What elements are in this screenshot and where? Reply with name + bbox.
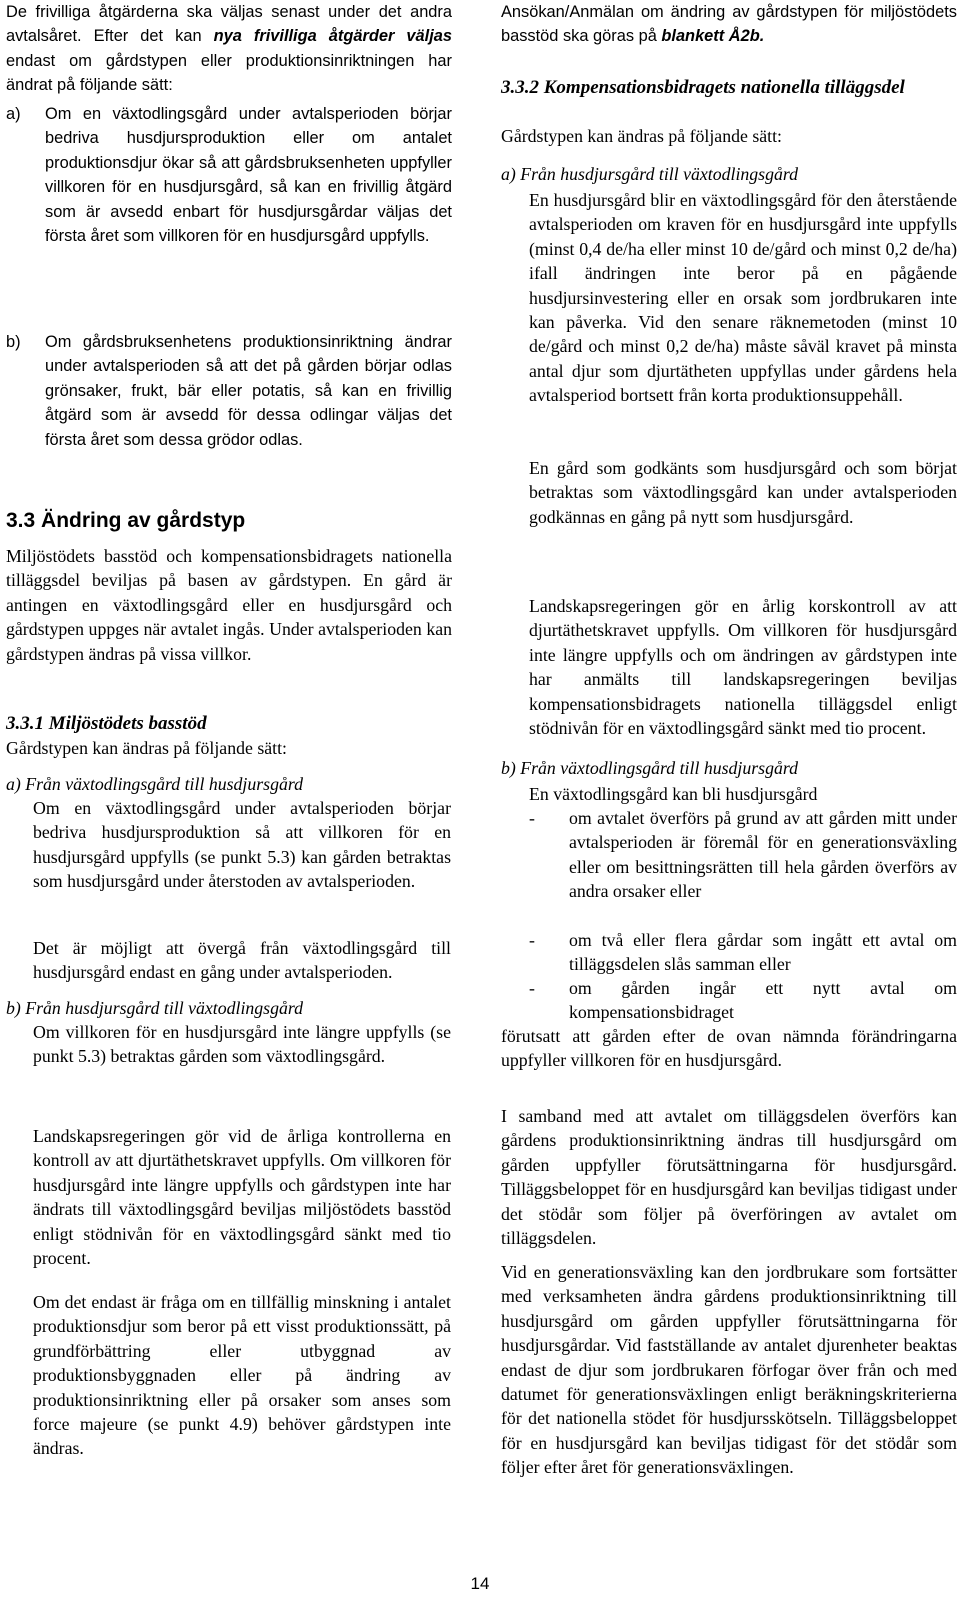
heading-3-3-2: 3.3.2 Kompensationsbidragets nationella tilläggsdel xyxy=(501,77,905,98)
paragraph-sub-b-after: förutsatt att gården efter de ovan nämnda förändringarna uppfyller villkoren för en husdjursgård. xyxy=(501,1026,957,1071)
subheading-b: b) Från växtodlingsgård till husdjursgård xyxy=(501,758,799,778)
paragraph-3-3-2: Gårdstypen kan ändras på följande sätt: xyxy=(501,126,782,146)
paragraph-sub-b-3: Om det endast är fråga om en tillfällig minskning i antalet produktionsdjur som beror på ett visst produktionssätt, på grundförbättring eller utbyggnad av produktionsbyggnaden eller på ändring av produktionsinriktning eller på orsaker som anses som force majeure (se punkt 4.9) behöver gårdstypen inte ändras. xyxy=(33,1292,451,1459)
dash-marker: - xyxy=(529,930,535,950)
paragraph-sub-a-1: En husdjursgård blir en växtodlingsgård för den återstående avtalsperioden om kraven för en husdjursgård inte uppfylls (minst 0,4 de/ha eller minst 10 de/gård och minst 0,2 de/ha) ifall ändringen inte beror på en pågående husdjursinvestering eller en orsak som jordbrukaren inte kan påverka. Vid den senare räknemetoden (minst 10 de/gård och minst 0,2 de/ha) måste såväl kravet på minsta antal djur som djurtätheten uppfyllas under gårdens hela avtalsperiod bortsett från korta produktionsuppehåll. xyxy=(529,190,957,406)
paragraph-application: Ansökan/Anmälan om ändring av gårdstypen för miljöstödets basstöd ska göras på blankett Å2b. xyxy=(501,3,957,46)
paragraph-sub-a-2: En gård som godkänts som husdjursgård och som börjat betraktas som växtodlingsgård kan under avtalsperioden godkännas en gång på nytt som husdjursgård. xyxy=(529,458,957,527)
dash-item-text: om gården ingår ett nytt avtal om kompensationsbidraget xyxy=(569,978,957,1023)
paragraph-sub-b-1: Om villkoren för en husdjursgård inte längre uppfylls (se punkt 5.3) betraktas gården som växtodlingsgård. xyxy=(33,1022,451,1067)
list-item-a xyxy=(6,102,452,292)
subheading-a: a) Från husdjursgård till växtodlingsgård xyxy=(501,164,799,184)
dash-item-text: om avtalet överförs på grund av att gården mitt under avtalsperioden är föremål för en generationsväxling eller om besittningsrätten till hela gården överförs av andra orsaker eller xyxy=(569,808,957,902)
dash-marker: - xyxy=(529,978,535,998)
page-number: 14 xyxy=(470,1574,490,1593)
intro-emphasis: nya frivilliga åtgärder väljas xyxy=(213,27,452,46)
subheading-b: b) Från husdjursgård till växtodlingsgård xyxy=(6,998,304,1018)
paragraph-sub-a-2: Det är möjligt att övergå från växtodlingsgård till husdjursgård endast en gång under avtalsperioden. xyxy=(33,938,451,983)
list-marker: a) xyxy=(6,105,21,123)
dash-item-text: om två eller flera gårdar som ingått ett avtal om tilläggsdelen slås samman eller xyxy=(569,930,957,975)
subheading-a: a) Från växtodlingsgård till husdjursgård xyxy=(6,774,304,794)
dash-item-2 xyxy=(529,928,957,978)
heading-3-3-1: 3.3.1 Miljöstödets basstöd xyxy=(6,713,207,734)
paragraph-3-3: Miljöstödets basstöd och kompensationsbidragets nationella tilläggsdel beviljas på basen av gårdstypen. En gård är antingen en växtodlingsgård eller en husdjursgård och gårdstypen uppges när avtalet ingås. Under avtalsperioden kan gårdstypen ändras på vissa villkor. xyxy=(6,546,452,664)
dash-marker: - xyxy=(529,808,535,828)
list-item-b xyxy=(6,330,452,470)
list-item-text: Om en växtodlingsgård under avtalsperioden börjar bedriva husdjursproduktion eller om antalet produktionsdjur ökar så att gårdsbruksenheten uppfyller villkoren för en husdjursgård, så kan en frivillig åtgärd som är avsedd enbart för husdjursgårdar väljas det första året som villkoren för en husdjursgård uppfylls. xyxy=(45,105,452,246)
paragraph-sub-a-3: Landskapsregeringen gör en årlig korskontroll av att djurtäthetskravet uppfylls. Om villkoren för husdjursgård inte längre uppfylls och om ändringen av gårdstypen inte har anmälts till landskapsregeringen beviljas kompensationsbidragets nationella tilläggsdel enligt stödnivån för en växtodlingsgård sänkt med tio procent. xyxy=(529,596,957,739)
paragraph-3-3-1: Gårdstypen kan ändras på följande sätt: xyxy=(6,738,287,758)
paragraph-generation-change: Vid en generationsväxling kan den jordbrukare som fortsätter med verksamheten ändra gårdens produktionsinriktning till husdjursgård om gården uppfyller förutsättningarna för husdjursgårdar. Vid fastställande av antalet djurenheter beaktas endast de djur som jordbrukaren förfogar över från och med datumet för generationsväxlingen enligt beräkningskriterierna för det nationella stödet för husdjursskötseln. Tilläggsbeloppet för en husdjursgård kan beviljas tidigast för det stödår som följer efter året för generationsväxlingen. xyxy=(501,1262,957,1478)
list-marker: b) xyxy=(6,333,21,351)
paragraph-sub-a-1: Om en växtodlingsgård under avtalsperioden börjar bedriva husdjursproduktion så att villkoren för en husdjursgård uppfylls (se punkt 5.3) kan gården betraktas som husdjursgård under återstoden av avtalsperioden. xyxy=(33,798,451,892)
form-reference: blankett Å2b. xyxy=(661,27,765,46)
paragraph-sub-b-2: Landskapsregeringen gör vid de årliga kontrollerna en kontroll av att djurtäthetskravet uppfylls. Om villkoren för husdjursgård inte längre uppfylls och gårdstypen inte har ändrats till växtodlingsgård beviljas miljöstödets basstöd enligt stödnivån för en växtodlingsgård sänkt med tio procent. xyxy=(33,1126,451,1269)
paragraph-sub-b-lead: En växtodlingsgård kan bli husdjursgård xyxy=(529,784,818,804)
heading-3-3: 3.3 Ändring av gårdstyp xyxy=(6,509,246,532)
paragraph-transfer: I samband med att avtalet om tilläggsdelen överförs kan gårdens produktionsinriktning ändras till husdjursgård om gården uppfyller förutsättningarna för husdjursgård. Tilläggsbeloppet för en husdjursgård kan beviljas tidigast under det stödår som följer på överföringen av avtalet om tilläggsdelen. xyxy=(501,1106,957,1249)
list-item-text: Om gårdsbruksenhetens produktionsinriktning ändrar under avtalsperioden så att det på gården börjar odlas grönsaker, frukt, bär eller potatis, så kan en frivillig åtgärd som är avsedd för dessa odlingar väljas det första året som dessa grödor odlas. xyxy=(45,333,452,449)
intro-paragraph: De frivilliga åtgärderna ska väljas senast under det andra avtalsåret. Efter det kan nya frivilliga åtgärder väljas endast om gårdstypen eller produktionsinriktningen har ändrat på följande sätt: xyxy=(6,3,452,95)
dash-item-1 xyxy=(529,806,957,930)
dash-item-3 xyxy=(529,976,957,1026)
